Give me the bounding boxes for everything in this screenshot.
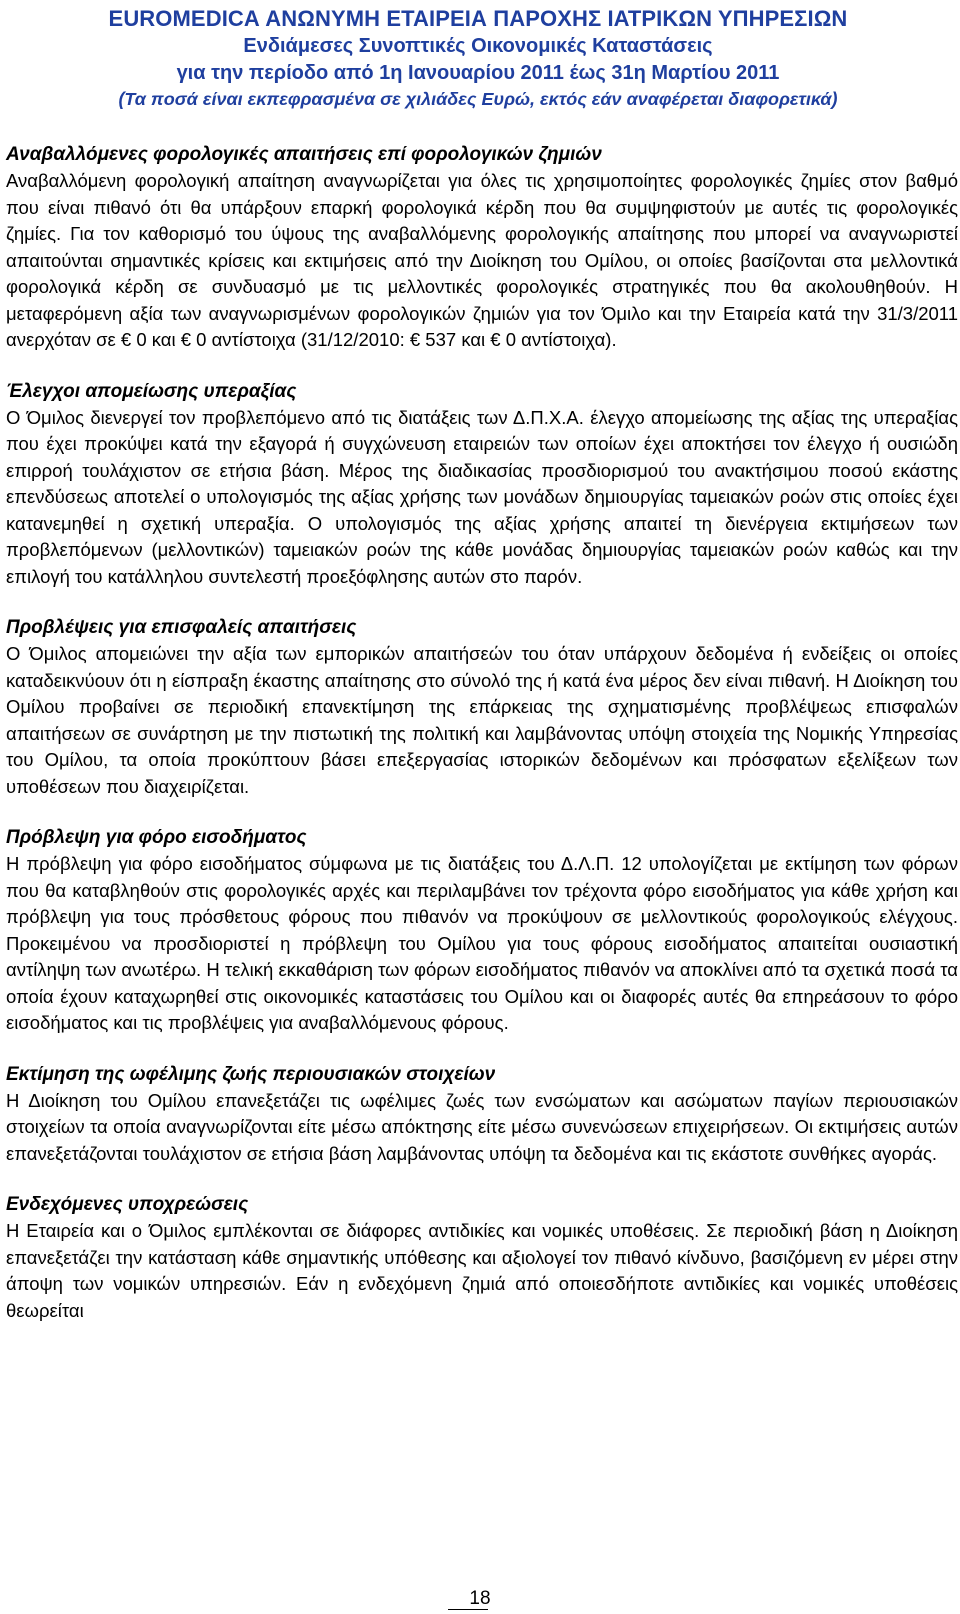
section-heading: Αναβαλλόμενες φορολογικές απαιτήσεις επί φορολογικών ζημιών — [6, 144, 602, 165]
company-name: EUROMEDICA ΑΝΩΝΥΜΗ ΕΤΑΙΡΕΙΑ ΠΑΡΟΧΗΣ ΙΑΤΡΙΚΩΝ ΥΠΗΡΕΣΙΩΝ — [108, 6, 848, 31]
section-paragraph: Ο Όμιλος διενεργεί τον προβλεπόμενο από τις διατάξεις των Δ.Π.Χ.Α. έλεγχο απομείωσης της αξίας της υπεραξίας που έχει προκύψει κατά την εξαγορά ή συγχώνευση εταιρειών των οποίων έχει αποκτήσει τον έλεγχο ή ουσιώδη επιρροή τουλάχιστον σε ετήσια βάση. Μέρος της διαδικασίας προσδιορισμού του ανακτήσιμου ποσού εκάστης επενδύσεως αποτελεί ο υπολογισμός της αξίας χρήσης των μονάδων δημιουργίας ταμειακών ροών στις οποίες έχει κατανεμηθεί η σχετική υπεραξία. Ο υπολογισμός της αξίας χρήσης απαιτεί τη διενέργεια εκτιμήσεων των προβλεπόμενων (μελλοντικών) ταμειακών ροών της κάθε μονάδας δημιουργίας ταμειακών ροών καθώς και την επιλογή του κατάλληλου συντελεστή προεξόφλησης αυτών στο παρόν. — [6, 406, 958, 587]
section-paragraph: Η Εταιρεία και ο Όμιλος εμπλέκονται σε διάφορες αντιδικίες και νομικές υποθέσεις. Σε περιοδική βάση η Διοίκηση επανεξετάζει την κατάσταση κάθε σημαντικής υπόθεσης και αξιολογεί τον πιθανό κίνδυνο, βασιζόμενη εν μέρει στην άποψη των νομικών υπηρεσιών. Εάν η ενδεχόμενη ζημιά από οποιεσδήποτε αντιδικίες και νομικές υποθέσεις θεωρείται — [6, 1220, 958, 1321]
section-goodwill-impairment — [6, 379, 958, 591]
section-paragraph: Ο Όμιλος απομειώνει την αξία των εμπορικών απαιτήσεών του όταν υπάρχουν δεδομένα ή ενδείξεις οι οποίες καταδεικνύουν ότι η είσπραξη έκαστης απαίτησης στο σύνολό της ή κατά ένα μέρος δεν είναι πιθανή. Η Διοίκηση του Ομίλου προβαίνει σε περιοδική επανεκτίμηση της επάρκειας της σχηματισμένης προβλέψεως επισφαλών απαιτήσεων σε συνάρτηση με την πιστωτική της πολιτική και λαμβάνοντας υπόψη στοιχεία της Νομικής Υπηρεσίας του Ομίλου, τα οποία προκύπτουν βάσει επεξεργασίας ιστορικών δεδομένων και πρόσφατων εξελίξεων των υποθέσεων που διαχειρίζεται. — [6, 643, 958, 797]
section-paragraph: Αναβαλλόμενη φορολογική απαίτηση αναγνωρίζεται για όλες τις χρησιμοποίητες φορολογικές ζημίες στον βαθμό που είναι πιθανό ότι θα υπάρξουν επαρκή φορολογικά κέρδη που θα συμψηφιστούν με αυτές τις φορολογικές ζημίες. Για τον καθορισμό του ύψους της αναβαλλόμενης φορολογικής απαίτησης που μπορεί να αναγνωριστεί απαιτούνται σημαντικές κρίσεις και εκτιμήσεις από την Διοίκηση του Ομίλου, οι οποίες βασίζονται στα μελλοντικά φορολογικά κέρδη σε συνδυασμό με τις μελλοντικές φορολογικές στρατηγικές που θα ακολουθηθούν. Η μεταφερόμενη αξία των αναγνωρισμένων φορολογικών ζημιών για τον Όμιλο και την Εταιρεία κατά την 31/3/2011 ανερχόταν σε € 0 και € 0 αντίστοιχα (31/12/2010: € 537 και € 0 αντίστοιχα). — [6, 170, 958, 350]
page-number-underline — [448, 1609, 488, 1610]
section-heading: Ενδεχόμενες υποχρεώσεις — [6, 1194, 249, 1215]
section-useful-life — [6, 1062, 958, 1168]
section-paragraph: Η πρόβλεψη για φόρο εισοδήματος σύμφωνα με τις διατάξεις του Δ.Λ.Π. 12 υπολογίζεται με εκτίμηση των φόρων που θα καταβληθούν στις φορολογικές αρχές και περιλαμβάνει τον τρέχοντα φόρο εισοδήματος για κάθε χρήση και πρόβλεψη για τους πρόσθετους φόρους που πιθανόν να προκύψουν σε μελλοντικούς φορολογικούς ελέγχους. Προκειμένου να προσδιοριστεί η πρόβλεψη του Ομίλου για τους φόρους εισοδήματος απαιτείται ουσιαστική αντίληψη των ανωτέρω. Η τελική εκκαθάριση των φόρων εισοδήματος πιθανόν να αποκλίνει από τα σχετικά ποσά τα οποία έχουν καταχωρηθεί στις οικονομικές καταστάσεις του Ομίλου και οι διαφορές αυτές θα επηρεάσουν το φόρο εισοδήματος και τις προβλέψεις για αναβαλλόμενους φόρους. — [6, 853, 958, 1033]
section-heading: Προβλέψεις για επισφαλείς απαιτήσεις — [6, 617, 357, 638]
section-doubtful-receivables — [6, 615, 958, 800]
period-line: για την περίοδο από 1η Ιανουαρίου 2011 έως 31η Μαρτίου 2011 — [176, 62, 780, 84]
section-heading: Πρόβλεψη για φόρο εισοδήματος — [6, 827, 307, 848]
document-header — [6, 4, 950, 112]
document-body — [6, 142, 958, 1349]
section-income-tax-provision — [6, 825, 958, 1037]
section-deferred-tax-assets — [6, 142, 958, 354]
statement-title: Ενδιάμεσες Συνοπτικές Οικονομικές Καταστάσεις — [243, 35, 713, 57]
currency-note: (Τα ποσά είναι εκπεφρασμένα σε χιλιάδες Ευρώ, εκτός εάν αναφέρεται διαφορετικά) — [118, 89, 838, 109]
section-heading: Εκτίμηση της ωφέλιμης ζωής περιουσιακών στοιχείων — [6, 1063, 496, 1085]
section-heading: Έλεγχοι απομείωσης υπεραξίας — [6, 380, 297, 402]
section-paragraph: Η Διοίκηση του Ομίλου επανεξετάζει τις ωφέλιμες ζωές των ενσώματων και ασώματων παγίων περιουσιακών στοιχείων τα οποία αναγνωρίζονται είτε μέσω απόκτησης είτε μέσω συνενώσεων επιχειρήσεων. Οι εκτιμήσεις αυτών επανεξετάζονται τουλάχιστον σε ετήσια βάση λαμβάνοντας υπόψη τα δεδομένα και τις εκάστοτε συνθήκες αγοράς. — [6, 1089, 958, 1164]
section-contingent-liabilities — [6, 1192, 958, 1324]
page-number: 18 — [469, 1588, 491, 1609]
